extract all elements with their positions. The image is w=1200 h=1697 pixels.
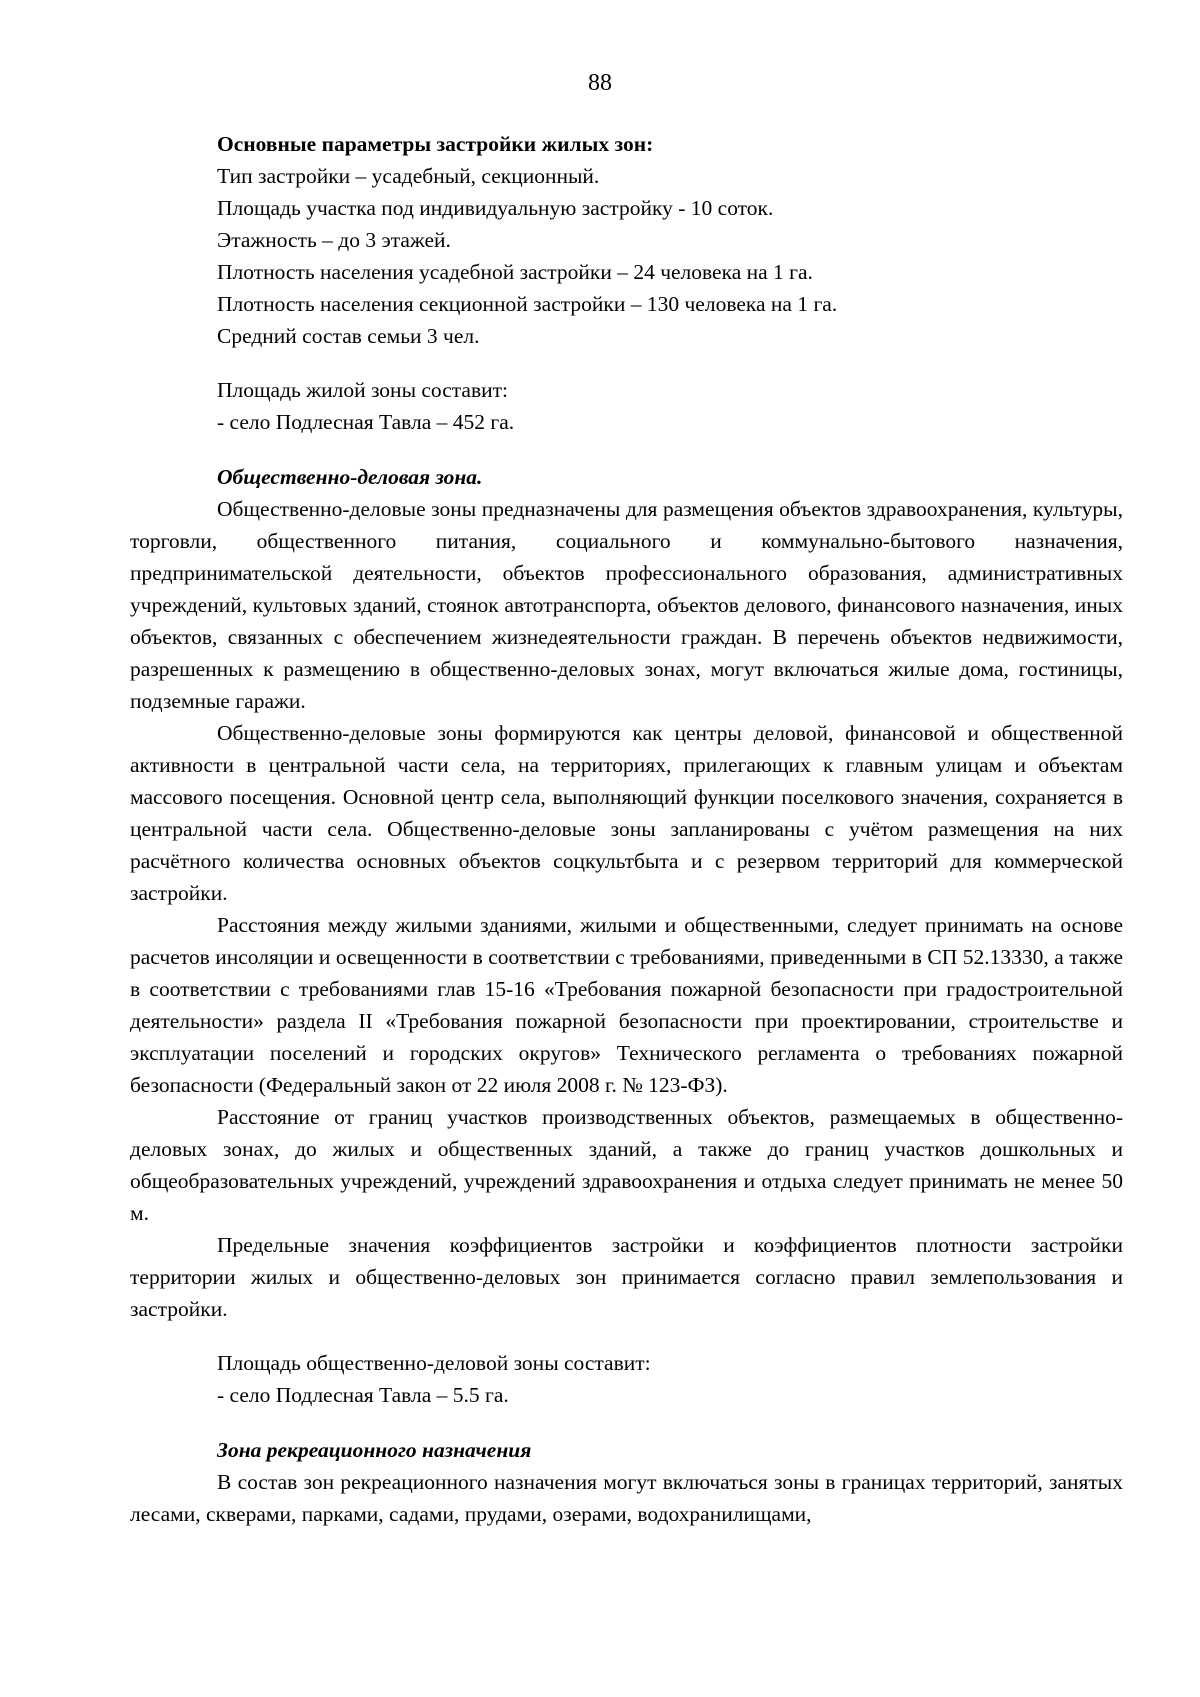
business-heading: Общественно-деловая зона. (217, 465, 483, 489)
recreation-paragraph: В состав зон рекреационного назначения могут включаться зоны в границах территорий, занятых лесами, скверами, парками, садами, прудами, озерами, водохранилищами, (130, 1470, 1123, 1526)
business-paragraphs (130, 493, 1123, 1325)
residential-heading: Основные параметры застройки жилых зон: (217, 132, 654, 156)
business-paragraph: Общественно-деловые зоны предназначены для размещения объектов здравоохранения, культуры, торговли, общественного питания, социального и коммунально-бытового назначения, предпринимательской деятельности, объектов профессионального образования, административных учреждений, культовых зданий, стоянок автотранспорта, объектов делового, финансового назначения, иных объектов, связанных с обеспечением жизнедеятельности граждан. В перечень объектов недвижимости, разрешенных к размещению в общественно-деловых зонах, могут включаться жилые дома, гостиницы, подземные гаражи. (130, 497, 1123, 713)
residential-section (130, 128, 1123, 493)
page-content (130, 128, 1123, 1530)
residential-item: Плотность населения секционной застройки – 130 человека на 1 га. (217, 292, 838, 316)
business-area (130, 1347, 1123, 1466)
residential-item: Площадь участка под индивидуальную застройку - 10 соток. (217, 196, 774, 220)
recreation-heading: Зона рекреационного назначения (217, 1438, 532, 1462)
business-paragraph: Расстояние от границ участков производственных объектов, размещаемых в общественно-деловых зонах, до жилых и общественных зданий, а также до границ участков дошкольных и общеобразовательных учреждений, учреждений здравоохранения и отдыха следует принимать не менее 50 м. (130, 1105, 1123, 1225)
business-area-label: Площадь общественно-деловой зоны составит: (217, 1351, 651, 1375)
residential-area-label: Площадь жилой зоны составит: (217, 378, 508, 402)
business-area-value: - село Подлесная Тавла – 5.5 га. (217, 1383, 509, 1407)
page-number: 88 (588, 70, 612, 96)
residential-item: Тип застройки – усадебный, секционный. (217, 164, 600, 188)
business-paragraph: Расстояния между жилыми зданиями, жилыми и общественными, следует принимать на основе расчетов инсоляции и освещенности в соответствии с требованиями, приведенными в СП 52.13330, а также в соответствии с требованиями глав 15-16 «Требования пожарной безопасности при градостроительной деятельности» раздела II «Требования пожарной безопасности при проектировании, строительстве и эксплуатации поселений и городских округов» Технического регламента о требованиях пожарной безопасности (Федеральный закон от 22 июля 2008 г. № 123-ФЗ). (130, 913, 1123, 1097)
residential-item: Плотность населения усадебной застройки – 24 человека на 1 га. (217, 260, 813, 284)
business-paragraph: Общественно-деловые зоны формируются как центры деловой, финансовой и общественной активности в центральной части села, на территориях, прилегающих к главным улицам и объектам массового посещения. Основной центр села, выполняющий функции поселкового значения, сохраняется в центральной части села. Общественно-деловые зоны запланированы с учётом размещения на них расчётного количества основных объектов соцкультбыта и с резервом территорий для коммерческой застройки. (130, 721, 1123, 905)
recreation-paragraphs (130, 1466, 1123, 1530)
residential-item: Этажность – до 3 этажей. (217, 228, 451, 252)
residential-area-value: - село Подлесная Тавла – 452 га. (217, 410, 515, 434)
business-paragraph: Предельные значения коэффициентов застройки и коэффициентов плотности застройки территории жилых и общественно-деловых зон принимается согласно правил землепользования и застройки. (130, 1233, 1123, 1321)
residential-item: Средний состав семьи 3 чел. (217, 324, 480, 348)
